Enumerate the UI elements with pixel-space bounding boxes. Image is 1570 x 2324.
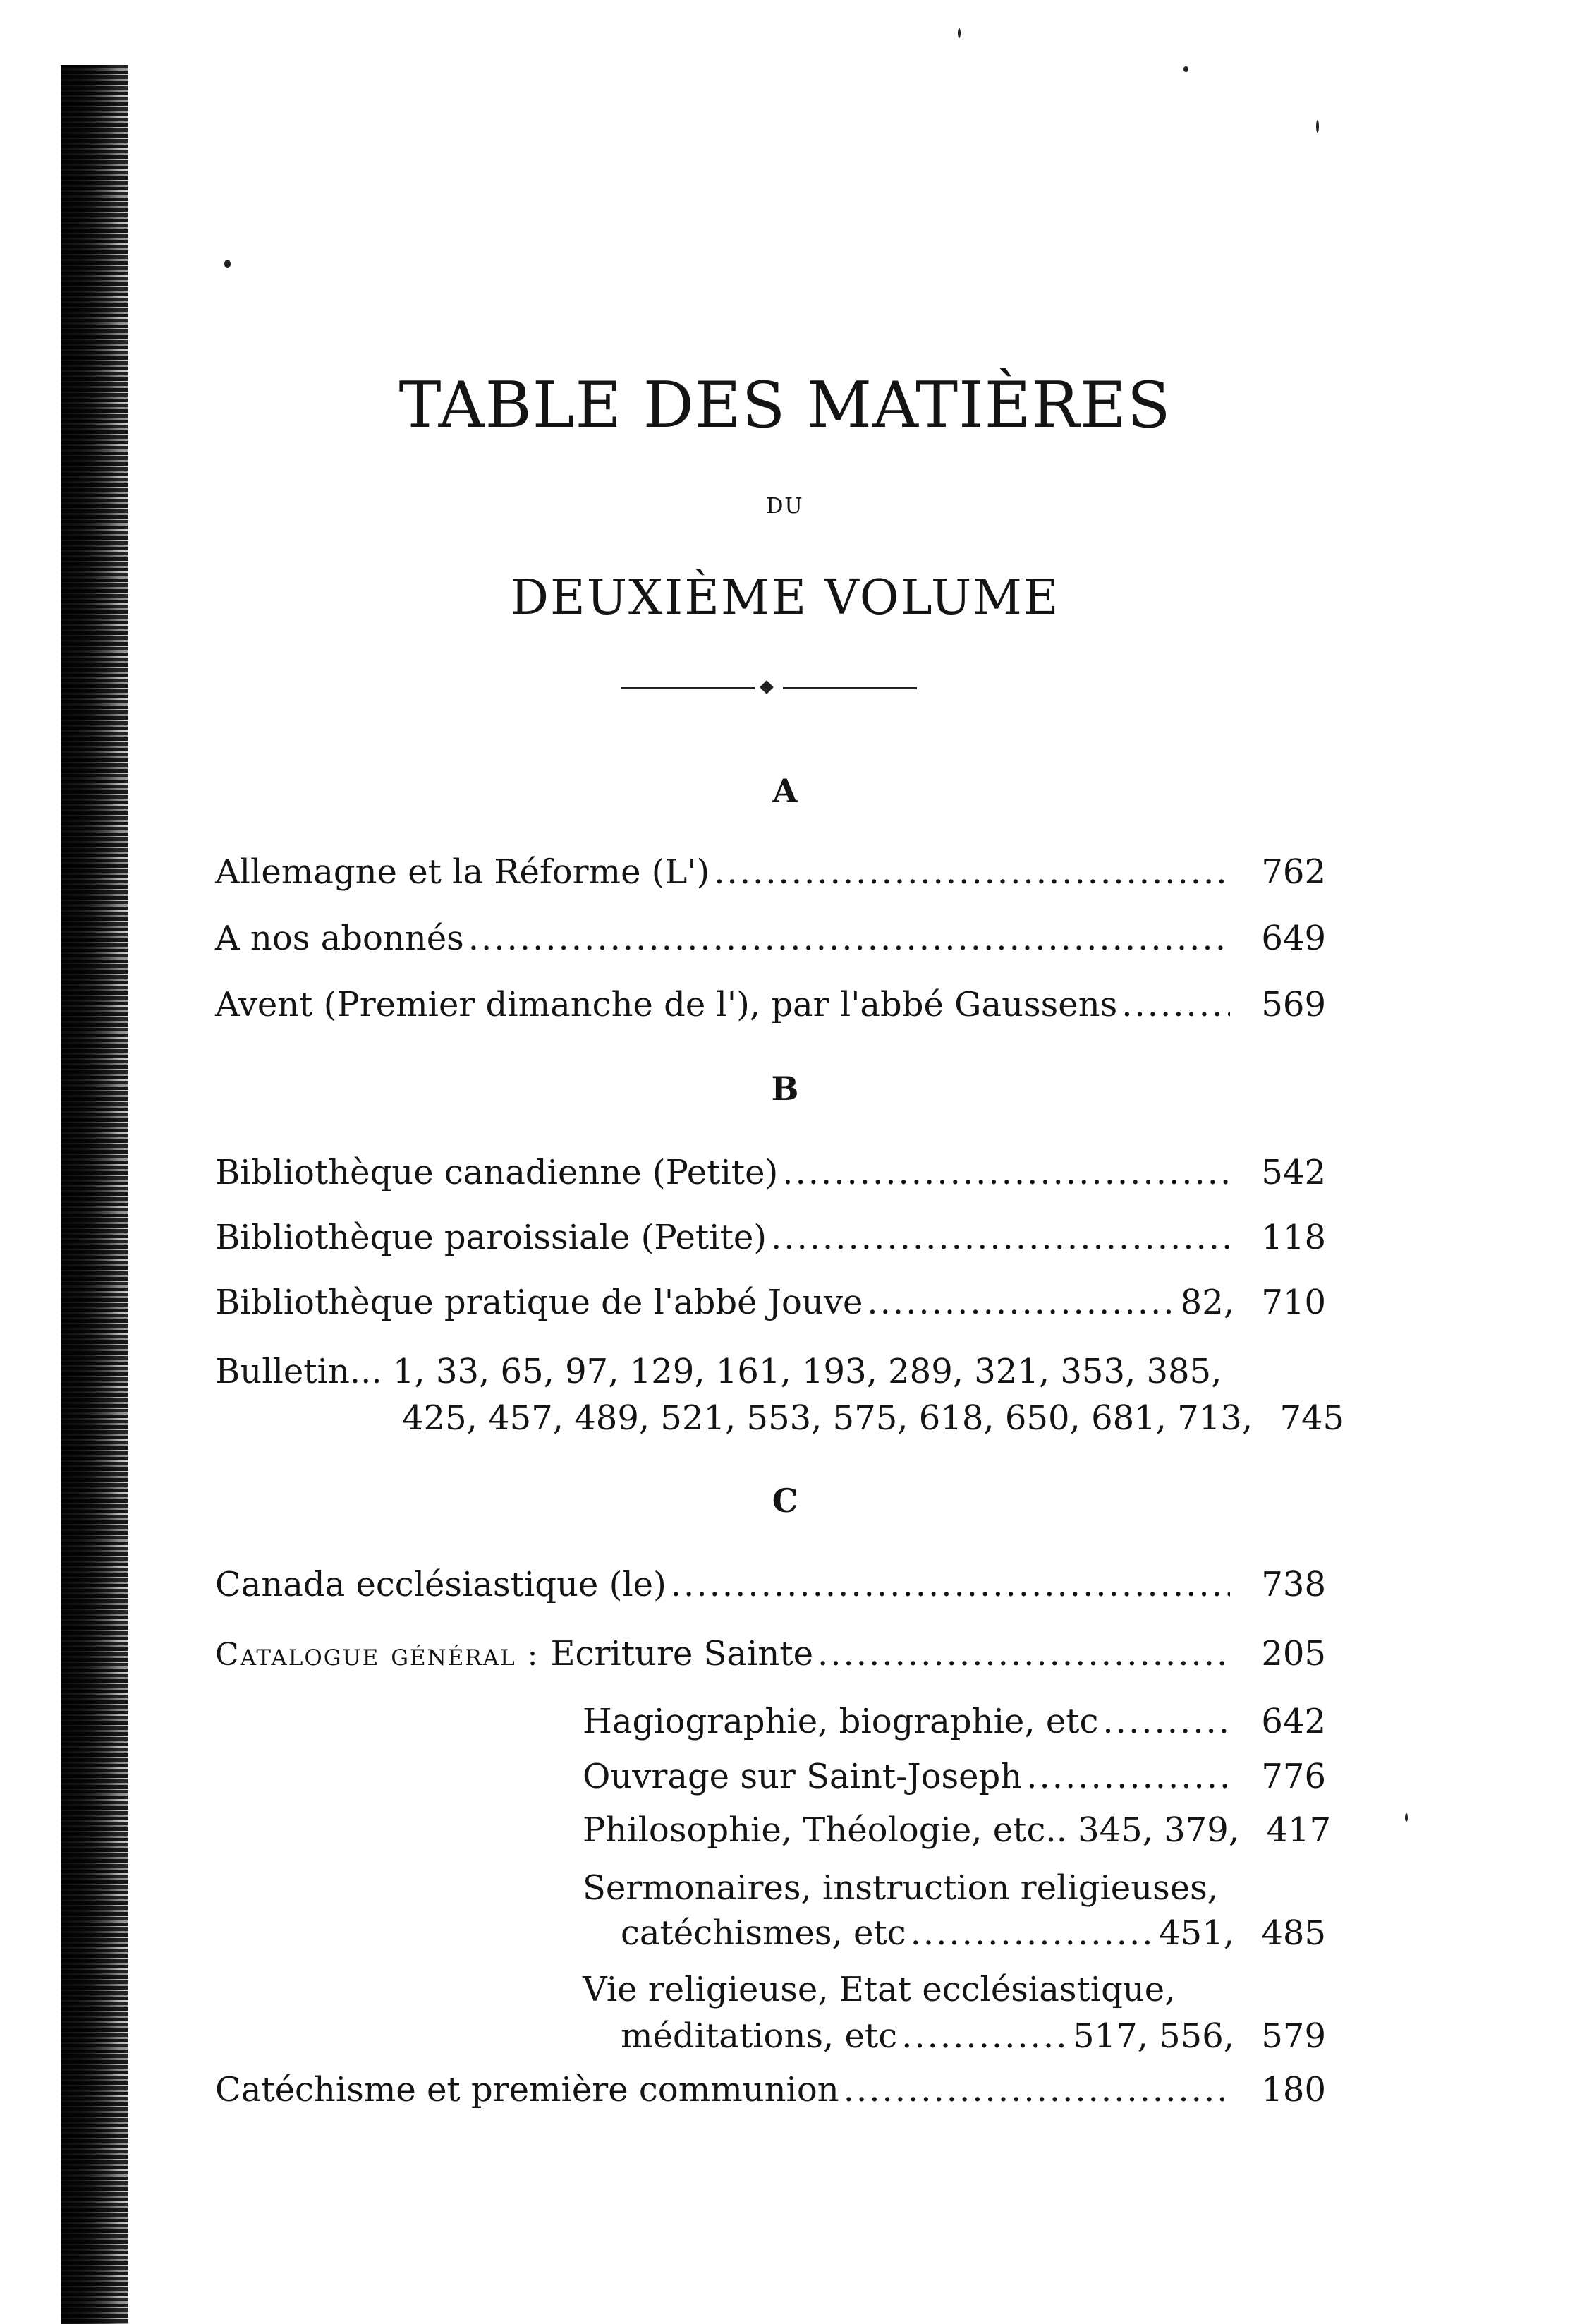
entry-page: 738 (1261, 1565, 1326, 1604)
toc-entry (215, 985, 1326, 1024)
entry-label: Avent (Premier dimanche de l'), par l'abbé Gaussens (215, 985, 1118, 1024)
leader-dots (1102, 1702, 1230, 1741)
leader-dots (714, 852, 1230, 892)
toc-entry-continuation (621, 2016, 1326, 2056)
entry-page: 542 (1261, 1153, 1326, 1192)
leader-dots (1026, 1757, 1230, 1796)
sermonaires-line-1: Sermonaires, instruction religieuses, (583, 1868, 1219, 1908)
entry-label: catéchismes, etc (621, 1913, 906, 1953)
entry-label: Catéchisme et première communion (215, 2070, 839, 2110)
entry-page-extra: 451, (1159, 1913, 1234, 1953)
entry-label: A nos abonnés (215, 919, 464, 958)
toc-entry (215, 1634, 1326, 1674)
ink-speck (1316, 120, 1319, 133)
leader-dots (468, 919, 1230, 958)
ink-speck (224, 260, 231, 268)
leader-dots (1121, 985, 1230, 1024)
section-letter-c: C (772, 1482, 798, 1520)
leader-dots (771, 1218, 1230, 1257)
leader-dots (817, 1634, 1230, 1674)
toc-entry (215, 1565, 1326, 1604)
ink-speck (1405, 1813, 1408, 1822)
entry-label: Ouvrage sur Saint-Joseph (583, 1757, 1023, 1796)
entry-label: 425, 457, 489, 521, 553, 575, 618, 650, 681, 713, (402, 1398, 1253, 1438)
leader-dots (911, 1913, 1155, 1953)
entry-page: 762 (1261, 852, 1326, 892)
toc-entry (583, 1757, 1326, 1796)
ink-speck (958, 28, 961, 38)
entry-page: 180 (1261, 2070, 1326, 2110)
leader-dots (844, 2070, 1230, 2110)
entry-page-extra: 517, 556, (1072, 2016, 1234, 2056)
entry-label: Hagiographie, biographie, etc (583, 1702, 1099, 1741)
entry-page: 745 (1279, 1398, 1345, 1438)
entry-page: 642 (1261, 1702, 1326, 1741)
entry-label: Bibliothèque canadienne (Petite) (215, 1153, 779, 1192)
entry-label: Philosophie, Théologie, etc.. 345, 379, (583, 1810, 1240, 1850)
leader-dots (901, 2016, 1069, 2056)
bulletin-line-1: Bulletin... 1, 33, 65, 97, 129, 161, 193, 289, 321, 353, 385, (215, 1352, 1222, 1391)
entry-page: 776 (1261, 1757, 1326, 1796)
entry-label: Allemagne et la Réforme (L') (215, 852, 710, 892)
leader-dots (867, 1283, 1176, 1322)
entry-page: 569 (1261, 985, 1326, 1024)
toc-entry (215, 919, 1326, 958)
ink-speck (1183, 66, 1188, 72)
entry-label: méditations, etc (621, 2016, 898, 2056)
leader-dots (782, 1153, 1230, 1192)
toc-entry (215, 852, 1326, 892)
catalogue-heading: Catalogue général : (215, 1637, 540, 1673)
toc-entry-continuation (621, 1913, 1326, 1953)
entry-page: 649 (1261, 919, 1326, 958)
entry-page: 417 (1266, 1810, 1332, 1850)
entry-page: 118 (1261, 1218, 1326, 1257)
title-ornament (621, 682, 917, 694)
entry-label: Canada ecclésiastique (le) (215, 1565, 667, 1604)
entry-page: 205 (1261, 1634, 1326, 1674)
entry-page: 579 (1261, 2016, 1326, 2056)
toc-entry (215, 2070, 1326, 2110)
toc-entry (215, 1218, 1326, 1257)
entry-label: Ecriture Sainte (550, 1634, 814, 1674)
entry-page: 710 (1261, 1283, 1326, 1322)
entry-label: Bibliothèque paroissiale (Petite) (215, 1218, 767, 1257)
page-title: TABLE DES MATIÈRES (398, 368, 1172, 442)
section-letter-a: A (772, 772, 798, 810)
entry-page-extra: 82, (1180, 1283, 1234, 1322)
page-subtitle: DEUXIÈME VOLUME (510, 570, 1060, 626)
entry-label: Bibliothèque pratique de l'abbé Jouve (215, 1283, 863, 1322)
toc-entry (583, 1702, 1326, 1741)
toc-entry (583, 1810, 1332, 1850)
leader-dots (671, 1565, 1230, 1604)
page-title-du: DU (766, 494, 804, 519)
section-letter-b: B (771, 1070, 799, 1108)
toc-entry (215, 1283, 1326, 1322)
vie-religieuse-line-1: Vie religieuse, Etat ecclésiastique, (583, 1970, 1176, 2009)
toc-entry (215, 1153, 1326, 1192)
entry-page: 485 (1261, 1913, 1326, 1953)
toc-entry-continuation (402, 1398, 1345, 1438)
